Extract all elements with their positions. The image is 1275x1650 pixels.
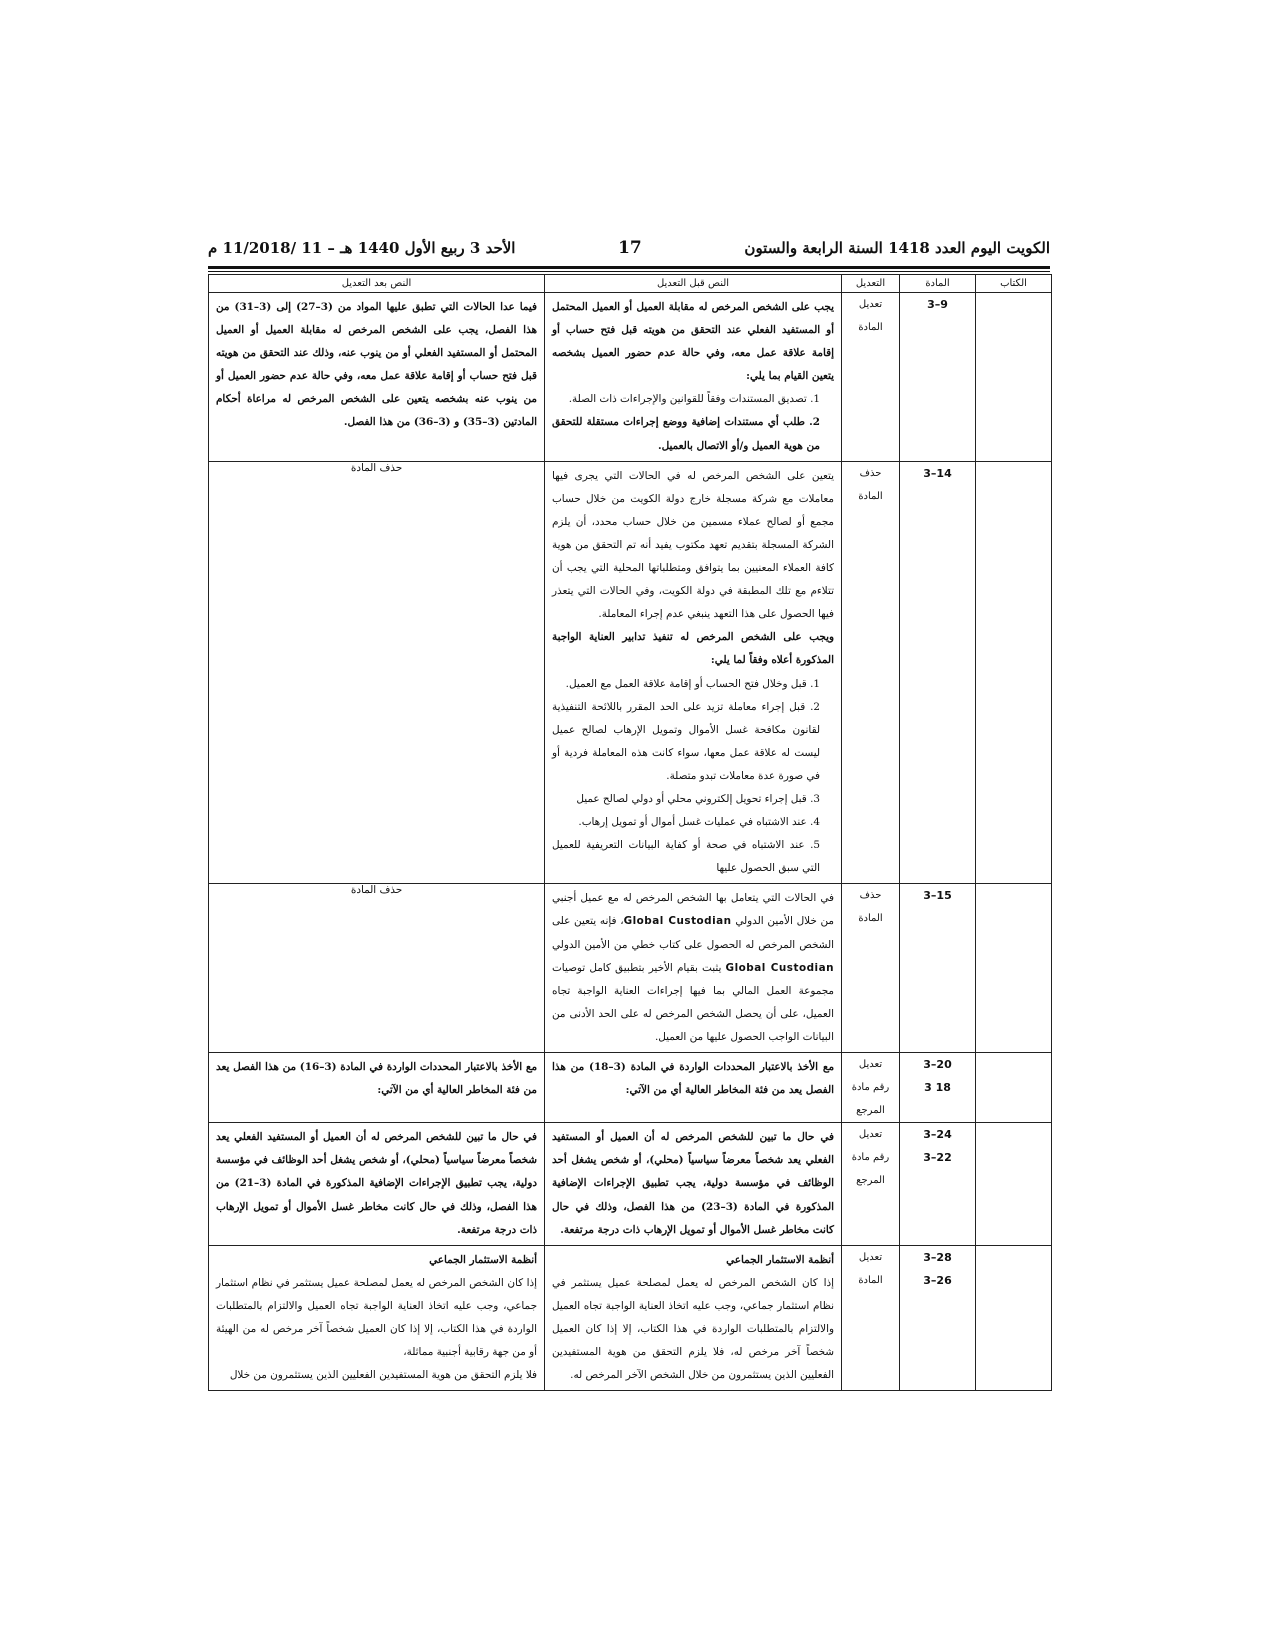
after-paragraph: في حال ما تبين للشخص المرخص له أن العميل أو المستفيد الفعلي يعد شخصاً معرضاً سياسياً (محلي)، أو شخص يشغل أحد الوظائف في مؤسسة دولية، يجب تطبيق الإجراءات الإضافية المذكورة في المادة (3–21) من هذا الفصل، وذلك في حال كانت مخاطر غسل الأموال أو تمويل الإرهاب ذات درجة مرتفعة.	[216, 1131, 537, 1236]
article-number: 3–28	[923, 1250, 952, 1264]
column-header-before: النص قبل التعديل	[545, 275, 842, 293]
book-cell	[976, 1053, 1052, 1123]
after-heading: أنظمة الاستثمار الجماعي	[429, 1253, 537, 1266]
article-number-old: 3–22	[923, 1151, 952, 1165]
text-after-cell	[209, 884, 545, 1053]
before-text-part: يثبت بقيام الأخير بتطبيق كامل توصيات مجموعة العمل المالي بما فيها إجراءات العناية الواجبة تجاه العميل، على أن يحصل الشخص المرخص له على الحد الأدنى من البيانات الواجب الحصول عليها من العميل.	[552, 961, 834, 1043]
after-paragraph: فلا يلزم التحقق من هوية المستفيدين الفعليين الذين يستثمرون من خلال	[229, 1369, 537, 1382]
article-number-old: 3 18	[924, 1081, 951, 1095]
table-header-row	[209, 275, 1052, 293]
table-row	[209, 461, 1052, 884]
page-header	[208, 232, 1050, 264]
before-list-item: 2. قبل إجراء معاملة تزيد على الحد المقرر باللائحة التنفيذية لقانون مكافحة غسل الأموال وتمويل الإرهاب لصالح عميل ليست له علاقة عمل معها، سواء كانت هذه المعاملة فردية أو في صورة عدة معاملات تبدو متصلة.	[552, 700, 820, 782]
book-cell	[976, 1123, 1052, 1245]
text-before-cell	[545, 1123, 842, 1245]
before-text-part: ، فإنه يتعين على الشخص المرخص له الحصول على كتاب خطي من الأمين الدولي	[552, 915, 834, 951]
amendment-target: رقم مادة	[851, 1152, 890, 1164]
article-number: 3–24	[923, 1128, 952, 1142]
text-after-cell	[209, 461, 545, 884]
text-before-cell	[545, 1053, 842, 1123]
table-row	[209, 1053, 1052, 1123]
amendment-type: تعديل	[858, 299, 883, 310]
before-paragraph: ويجب على الشخص المرخص له تنفيذ تدابير العناية الواجبة المذكورة أعلاه وفقاً لما يلي:	[552, 631, 834, 667]
book-cell	[976, 461, 1052, 884]
article-number: 3–15	[923, 889, 952, 903]
after-paragraph: فيما عدا الحالات التي تطبق عليها المواد من (3–27) إلى (3–31) من هذا الفصل، يجب على الشخص المرخص له مقابلة العميل أو العميل المحتمل أو المستفيد الفعلي أو من ينوب عنه، وذلك عند التحقق من هويته قبل فتح حساب أو إقامة علاقة عمل معه، وفي حالة عدم حضور العميل أو من ينوب عنه بشخصه يتعين على الشخص المرخص له مراعاة أحكام المادتين (3–35) و (3–36) من هذا الفصل.	[216, 301, 537, 429]
deleted-article-note: حذف المادة	[350, 884, 403, 897]
amendment-target: المادة	[858, 322, 883, 334]
amendments-table	[208, 274, 1052, 1391]
before-paragraph: مع الأخذ بالاعتبار المحددات الواردة في المادة (3–18) من هذا الفصل يعد من فئة المخاطر العالية أي من الآتي:	[552, 1061, 835, 1097]
text-after-cell	[209, 1245, 545, 1391]
header-issue: الكويت اليوم العدد 1418 السنة الرابعة والستون	[744, 239, 1050, 257]
column-header-article: المادة	[900, 275, 976, 293]
text-before-cell	[545, 884, 842, 1053]
before-paragraph: في حال ما تبين للشخص المرخص له أن العميل أو المستفيد الفعلي يعد شخصاً معرضاً سياسياً (محلي)، أو شخص يشغل أحد الوظائف في مؤسسة دولية، يجب تطبيق الإجراءات الإضافية المذكورة في المادة (3–23) من هذا الفصل، وذلك في حال كانت مخاطر غسل الأموال أو تمويل الإرهاب ذات درجة مرتفعة.	[552, 1131, 835, 1236]
amendment-type: حذف	[859, 467, 882, 479]
text-after-cell	[209, 293, 545, 462]
amendment-target: المادة	[858, 490, 883, 502]
page-number: 17	[618, 238, 642, 258]
before-paragraph	[552, 887, 834, 1049]
amendment-target: المرجع	[856, 1175, 885, 1187]
article-number-old: 3–26	[923, 1273, 952, 1287]
before-paragraph: يتعين على الشخص المرخص له في الحالات التي يجرى فيها معاملات مع شركة مسجلة خارج دولة الكويت من خلال حساب مجمع أو لصالح عملاء مسمين من خلال حساب محدد، أن يلزم الشركة المسجلة بتقديم تعهد مكتوب يفيد أنه تم التحقق من هوية كافة العملاء المعنيين بما يتوافق ومتطلباتها المحلية التي يجب أن تتلاءم مع تلك المطبقة في دولة الكويت، وفي الحالات التي يتعذر فيها الحصول على هذا التعهد ينبغي عدم إجراء المعاملة.	[552, 469, 834, 621]
before-list-item: 1. قبل وخلال فتح الحساب أو إقامة علاقة العمل مع العميل.	[565, 677, 820, 690]
amendment-target: المادة	[858, 1274, 883, 1286]
text-after-cell	[209, 1123, 545, 1245]
column-header-after: النص بعد التعديل	[209, 275, 545, 293]
article-number: 3–20	[923, 1058, 952, 1071]
article-number: 3–9	[927, 298, 948, 311]
column-header-amendment: التعديل	[842, 275, 900, 293]
amendment-target: المادة	[858, 913, 883, 925]
before-paragraph: يجب على الشخص المرخص له مقابلة العميل أو العميل المحتمل أو المستفيد الفعلي عند التحقق من هويته قبل فتح حساب أو إقامة علاقة عمل معه، وفي حالة عدم حضور العميل بشخصه يتعين القيام بما يلي:	[552, 301, 834, 383]
table-row	[209, 884, 1052, 1053]
text-before-cell	[545, 1245, 842, 1391]
amendment-cell	[842, 1053, 900, 1123]
book-cell	[976, 884, 1052, 1053]
amendment-cell	[842, 1123, 900, 1245]
amendment-type: تعديل	[858, 1251, 883, 1263]
header-date: الأحد 3 ربيع الأول 1440 هـ – 11 /11/2018 م	[208, 239, 516, 257]
article-cell	[900, 461, 976, 884]
before-list-item: 1. تصديق المستندات وفقاً للقوانين والإجراءات ذات الصلة.	[568, 393, 820, 406]
article-cell	[900, 293, 976, 462]
text-before-cell	[545, 293, 842, 462]
before-list-item: 2. طلب أي مستندات إضافية ووضع إجراءات مستقلة للتحقق من هوية العميل و/أو الاتصال بالعميل.	[552, 416, 820, 452]
table-row	[209, 293, 1052, 462]
article-number: 3–14	[923, 466, 952, 480]
article-cell	[900, 1245, 976, 1391]
article-cell	[900, 1123, 976, 1245]
before-paragraph: إذا كان الشخص المرخص له يعمل لمصلحة عميل يستثمر في نظام استثمار جماعي، وجب عليه اتخاذ العناية الواجبة تجاه العميل والالتزام بالمتطلبات الواردة في هذا الكتاب، إلا إذا كان العميل شخصاً آخر مرخص له، فلا يلزم التحقق من هوية المستفيدين الفعليين الذين يستثمرون من خلال الشخص الآخر المرخص له.	[552, 1276, 834, 1382]
amendment-cell	[842, 884, 900, 1053]
book-cell	[976, 1245, 1052, 1391]
amendment-target: رقم مادة	[851, 1082, 890, 1094]
global-custodian-term: Global Custodian	[623, 915, 732, 928]
book-cell	[976, 293, 1052, 462]
column-header-book: الكتاب	[976, 275, 1052, 293]
amendment-cell	[842, 461, 900, 884]
amendment-cell	[842, 1245, 900, 1391]
amendment-type: تعديل	[858, 1059, 883, 1070]
global-custodian-term: Global Custodian	[725, 961, 834, 974]
after-paragraph: إذا كان الشخص المرخص له يعمل لمصلحة عميل يستثمر في نظام استثمار جماعي، وجب عليه اتخاذ العناية الواجبة تجاه العميل والالتزام بالمتطلبات الواردة في هذا الكتاب، إلا إذا كان العميل شخصاً آخر مرخص له من الهيئة أو من جهة رقابية أجنبية مماثلة،	[216, 1276, 537, 1359]
amendment-type: تعديل	[858, 1129, 883, 1141]
article-cell	[900, 884, 976, 1053]
header-rule-thin	[208, 271, 1050, 272]
before-text-part: في الحالات التي يتعامل بها الشخص المرخص له مع عميل أجنبي من خلال الأمين الدولي	[552, 892, 834, 928]
table-row	[209, 1123, 1052, 1245]
before-list-item: 3. قبل إجراء تحويل إلكتروني محلي أو دولي لصالح عميل	[576, 792, 820, 805]
text-after-cell	[209, 1053, 545, 1123]
after-paragraph: مع الأخذ بالاعتبار المحددات الواردة في المادة (3–16) من هذا الفصل يعد من فئة المخاطر العالية أي من الآتي:	[216, 1061, 538, 1097]
before-list-item: 4. عند الاشتباه في عمليات غسل أموال أو تمويل إرهاب.	[578, 816, 820, 829]
text-before-cell	[545, 461, 842, 884]
amendment-cell	[842, 293, 900, 462]
deleted-article-note: حذف المادة	[350, 461, 403, 474]
table-row	[209, 1245, 1052, 1391]
amendment-target: المرجع	[856, 1105, 885, 1117]
header-rule-thick	[208, 266, 1050, 269]
before-heading: أنظمة الاستثمار الجماعي	[726, 1253, 834, 1266]
amendment-type: حذف	[859, 890, 882, 902]
before-list-item: 5. عند الاشتباه في صحة أو كفاية البيانات التعريفية للعميل التي سبق الحصول عليها	[552, 839, 820, 875]
article-cell	[900, 1053, 976, 1123]
